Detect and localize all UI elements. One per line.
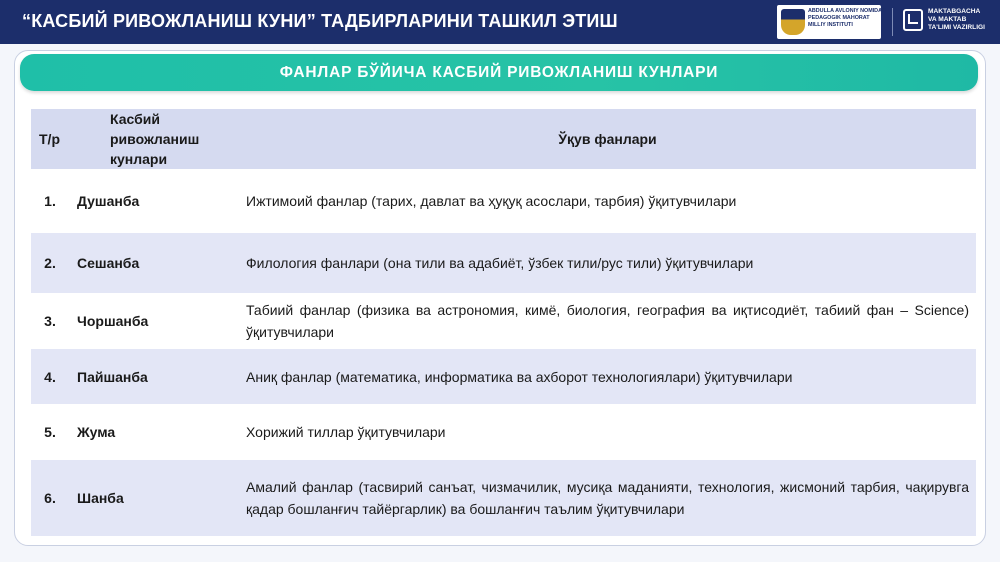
section-banner	[20, 54, 978, 91]
row-day: Жума	[69, 406, 239, 458]
table-row	[31, 406, 976, 458]
header-day: Касбий ривожланиш кунлари	[69, 109, 239, 169]
ministry-logo-text	[928, 8, 985, 32]
row-subjects: Хорижий тиллар ўқитувчилари	[239, 406, 976, 458]
row-subjects: Ижтимоий фанлар (тарих, давлат ва ҳуқуқ асослари, тарбия) ўқитувчилари	[239, 171, 976, 231]
row-number: 4.	[31, 349, 69, 404]
header-subjects: Ўқув фанлари	[239, 109, 976, 169]
schedule-table	[31, 107, 976, 538]
row-day: Душанба	[69, 171, 239, 231]
row-number: 2.	[31, 233, 69, 293]
table-row	[31, 349, 976, 404]
institute-logo-line: PEDAGOGIK MAHORAT	[808, 15, 870, 21]
table-row	[31, 295, 976, 347]
institute-emblem-icon	[781, 9, 805, 35]
logo-divider	[892, 8, 893, 36]
header-number: Т/р	[31, 109, 69, 169]
institute-logo-text	[808, 8, 888, 29]
ministry-logo-line: MAKTABGACHA	[928, 8, 981, 15]
row-subjects: Аниқ фанлар (математика, информатика ва ахборот технологиялари) ўқитувчилари	[239, 349, 976, 404]
table-header-row	[31, 109, 976, 169]
row-subjects: Амалий фанлар (тасвирий санъат, чизмачилик, мусиқа маданияти, технология, жисмоний тарбия, чақирувга қадар бошланғич тайёргарлик) ва бошланғич таълим ўқитувчилари	[239, 460, 976, 536]
row-number: 1.	[31, 171, 69, 231]
table-row	[31, 460, 976, 536]
row-number: 3.	[31, 295, 69, 347]
row-day: Пайшанба	[69, 349, 239, 404]
row-day: Сешанба	[69, 233, 239, 293]
page-title: “КАСБИЙ РИВОЖЛАНИШ КУНИ” ТАДБИРЛАРИНИ ТАШКИЛ ЭТИШ	[22, 11, 618, 31]
table-row	[31, 171, 976, 231]
row-day: Чоршанба	[69, 295, 239, 347]
row-number: 6.	[31, 460, 69, 536]
institute-logo	[777, 5, 888, 39]
ministry-logo-line: TA'LIMI VAZIRLIGI	[928, 24, 985, 31]
row-number: 5.	[31, 406, 69, 458]
institute-logo-line: MILLIY INSTITUTI	[808, 22, 853, 28]
row-day: Шанба	[69, 460, 239, 536]
row-subjects: Табиий фанлар (физика ва астрономия, кимё, биология, география ва иқтисодиёт, табиий фан – Science) ўқитувчилари	[239, 295, 976, 347]
ministry-logo-icon	[903, 9, 923, 31]
table-row	[31, 233, 976, 293]
institute-logo-line: ABDULLA AVLONIY NOMIDAGI	[808, 8, 888, 14]
section-title: ФАНЛАР БЎЙИЧА КАСБИЙ РИВОЖЛАНИШ КУНЛАРИ	[279, 64, 719, 81]
row-subjects: Филология фанлари (она тили ва адабиёт, ўзбек тили/рус тили) ўқитувчилари	[239, 233, 976, 293]
ministry-logo-line: VA MAKTAB	[928, 16, 967, 23]
header-bar	[0, 0, 1000, 44]
